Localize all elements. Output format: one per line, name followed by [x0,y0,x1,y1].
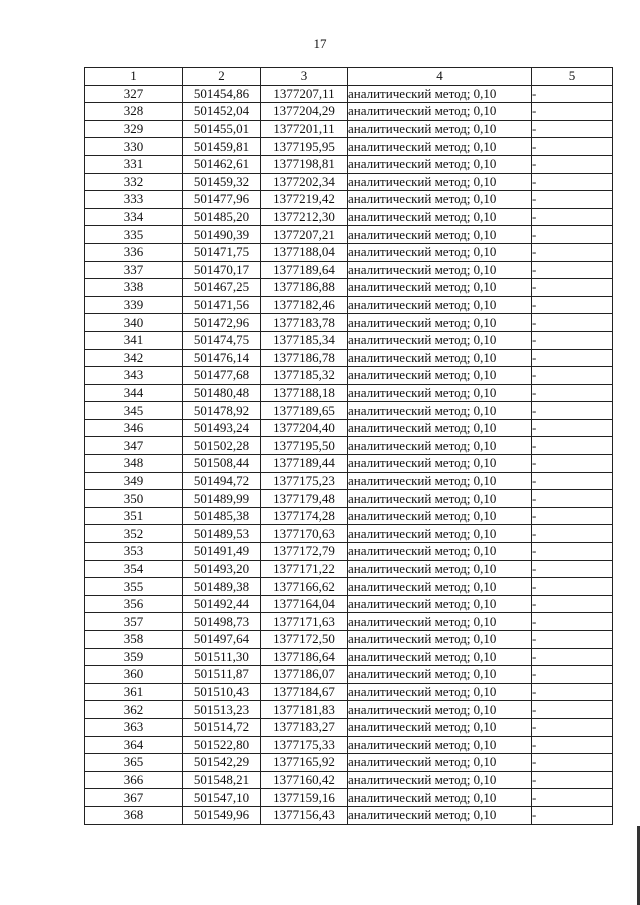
x-coordinate-cell: 501549,96 [183,806,261,824]
x-coordinate-cell: 501455,01 [183,120,261,138]
y-coordinate-cell: 1377179,48 [261,490,348,508]
point-number-cell: 354 [85,560,183,578]
note-cell: - [532,666,613,684]
table-row [85,138,613,156]
y-coordinate-cell: 1377212,30 [261,208,348,226]
y-coordinate-cell: 1377185,32 [261,367,348,385]
y-coordinate-cell: 1377156,43 [261,806,348,824]
point-number-cell: 336 [85,243,183,261]
method-accuracy-cell: аналитический метод; 0,10 [348,666,532,684]
x-coordinate-cell: 501462,61 [183,155,261,173]
y-coordinate-cell: 1377188,18 [261,384,348,402]
note-cell: - [532,543,613,561]
method-accuracy-cell: аналитический метод; 0,10 [348,173,532,191]
x-coordinate-cell: 501494,72 [183,472,261,490]
note-cell: - [532,525,613,543]
table-row [85,437,613,455]
x-coordinate-cell: 501508,44 [183,455,261,473]
x-coordinate-cell: 501489,38 [183,578,261,596]
x-coordinate-cell: 501497,64 [183,631,261,649]
note-cell: - [532,402,613,420]
point-number-cell: 360 [85,666,183,684]
table-row [85,631,613,649]
table-row [85,367,613,385]
x-coordinate-cell: 501491,49 [183,543,261,561]
method-accuracy-cell: аналитический метод; 0,10 [348,138,532,156]
y-coordinate-cell: 1377174,28 [261,507,348,525]
note-cell: - [532,120,613,138]
column-header: 4 [348,68,532,86]
x-coordinate-cell: 501480,48 [183,384,261,402]
table-row [85,191,613,209]
note-cell: - [532,367,613,385]
x-coordinate-cell: 501493,24 [183,419,261,437]
method-accuracy-cell: аналитический метод; 0,10 [348,718,532,736]
note-cell: - [532,103,613,121]
column-header: 5 [532,68,613,86]
y-coordinate-cell: 1377171,63 [261,613,348,631]
point-number-cell: 341 [85,331,183,349]
y-coordinate-cell: 1377189,64 [261,261,348,279]
point-number-cell: 338 [85,279,183,297]
point-number-cell: 362 [85,701,183,719]
method-accuracy-cell: аналитический метод; 0,10 [348,507,532,525]
table-row [85,226,613,244]
method-accuracy-cell: аналитический метод; 0,10 [348,384,532,402]
x-coordinate-cell: 501542,29 [183,754,261,772]
table-row [85,103,613,121]
y-coordinate-cell: 1377189,44 [261,455,348,473]
point-number-cell: 343 [85,367,183,385]
method-accuracy-cell: аналитический метод; 0,10 [348,683,532,701]
note-cell: - [532,560,613,578]
x-coordinate-cell: 501478,92 [183,402,261,420]
method-accuracy-cell: аналитический метод; 0,10 [348,103,532,121]
method-accuracy-cell: аналитический метод; 0,10 [348,789,532,807]
note-cell: - [532,384,613,402]
y-coordinate-cell: 1377183,27 [261,718,348,736]
table-row [85,507,613,525]
note-cell: - [532,85,613,103]
note-cell: - [532,472,613,490]
point-number-cell: 340 [85,314,183,332]
x-coordinate-cell: 501547,10 [183,789,261,807]
note-cell: - [532,419,613,437]
method-accuracy-cell: аналитический метод; 0,10 [348,771,532,789]
table-row [85,85,613,103]
point-number-cell: 361 [85,683,183,701]
method-accuracy-cell: аналитический метод; 0,10 [348,437,532,455]
table-row [85,578,613,596]
y-coordinate-cell: 1377166,62 [261,578,348,596]
table-row [85,243,613,261]
point-number-cell: 333 [85,191,183,209]
x-coordinate-cell: 501493,20 [183,560,261,578]
x-coordinate-cell: 501485,38 [183,507,261,525]
point-number-cell: 348 [85,455,183,473]
y-coordinate-cell: 1377198,81 [261,155,348,173]
method-accuracy-cell: аналитический метод; 0,10 [348,490,532,508]
x-coordinate-cell: 501548,21 [183,771,261,789]
method-accuracy-cell: аналитический метод; 0,10 [348,296,532,314]
method-accuracy-cell: аналитический метод; 0,10 [348,754,532,772]
table-row [85,789,613,807]
note-cell: - [532,736,613,754]
y-coordinate-cell: 1377201,11 [261,120,348,138]
table-row [85,173,613,191]
x-coordinate-cell: 501489,53 [183,525,261,543]
x-coordinate-cell: 501472,96 [183,314,261,332]
point-number-cell: 365 [85,754,183,772]
method-accuracy-cell: аналитический метод; 0,10 [348,243,532,261]
method-accuracy-cell: аналитический метод; 0,10 [348,279,532,297]
table-row [85,384,613,402]
point-number-cell: 364 [85,736,183,754]
point-number-cell: 332 [85,173,183,191]
note-cell: - [532,490,613,508]
note-cell: - [532,331,613,349]
table-row [85,349,613,367]
method-accuracy-cell: аналитический метод; 0,10 [348,525,532,543]
x-coordinate-cell: 501511,30 [183,648,261,666]
point-number-cell: 356 [85,595,183,613]
y-coordinate-cell: 1377186,88 [261,279,348,297]
method-accuracy-cell: аналитический метод; 0,10 [348,578,532,596]
table-row [85,771,613,789]
x-coordinate-cell: 501485,20 [183,208,261,226]
point-number-cell: 334 [85,208,183,226]
y-coordinate-cell: 1377182,46 [261,296,348,314]
note-cell: - [532,595,613,613]
table-row [85,208,613,226]
method-accuracy-cell: аналитический метод; 0,10 [348,120,532,138]
point-number-cell: 368 [85,806,183,824]
method-accuracy-cell: аналитический метод; 0,10 [348,85,532,103]
note-cell: - [532,138,613,156]
method-accuracy-cell: аналитический метод; 0,10 [348,226,532,244]
method-accuracy-cell: аналитический метод; 0,10 [348,402,532,420]
y-coordinate-cell: 1377181,83 [261,701,348,719]
method-accuracy-cell: аналитический метод; 0,10 [348,349,532,367]
x-coordinate-cell: 501476,14 [183,349,261,367]
point-number-cell: 355 [85,578,183,596]
x-coordinate-cell: 501459,81 [183,138,261,156]
y-coordinate-cell: 1377165,92 [261,754,348,772]
table-body [85,85,613,824]
table-row [85,683,613,701]
note-cell: - [532,243,613,261]
table-row [85,419,613,437]
x-coordinate-cell: 501471,56 [183,296,261,314]
point-number-cell: 357 [85,613,183,631]
point-number-cell: 327 [85,85,183,103]
method-accuracy-cell: аналитический метод; 0,10 [348,613,532,631]
x-coordinate-cell: 501452,04 [183,103,261,121]
y-coordinate-cell: 1377172,50 [261,631,348,649]
y-coordinate-cell: 1377175,33 [261,736,348,754]
x-coordinate-cell: 501477,96 [183,191,261,209]
point-number-cell: 347 [85,437,183,455]
point-number-cell: 339 [85,296,183,314]
method-accuracy-cell: аналитический метод; 0,10 [348,595,532,613]
point-number-cell: 328 [85,103,183,121]
method-accuracy-cell: аналитический метод; 0,10 [348,314,532,332]
y-coordinate-cell: 1377160,42 [261,771,348,789]
y-coordinate-cell: 1377164,04 [261,595,348,613]
table-row [85,595,613,613]
y-coordinate-cell: 1377207,11 [261,85,348,103]
y-coordinate-cell: 1377219,42 [261,191,348,209]
x-coordinate-cell: 501492,44 [183,595,261,613]
table-row [85,155,613,173]
point-number-cell: 367 [85,789,183,807]
note-cell: - [532,455,613,473]
note-cell: - [532,279,613,297]
table-row [85,754,613,772]
y-coordinate-cell: 1377185,34 [261,331,348,349]
note-cell: - [532,437,613,455]
x-coordinate-cell: 501513,23 [183,701,261,719]
table-row [85,261,613,279]
column-header: 3 [261,68,348,86]
coordinates-table [84,67,613,825]
table-row [85,701,613,719]
y-coordinate-cell: 1377204,29 [261,103,348,121]
table-row [85,314,613,332]
point-number-cell: 329 [85,120,183,138]
y-coordinate-cell: 1377186,78 [261,349,348,367]
note-cell: - [532,631,613,649]
table-row [85,120,613,138]
note-cell: - [532,349,613,367]
page-number: 17 [313,36,327,51]
x-coordinate-cell: 501498,73 [183,613,261,631]
method-accuracy-cell: аналитический метод; 0,10 [348,208,532,226]
table-row [85,279,613,297]
y-coordinate-cell: 1377172,79 [261,543,348,561]
x-coordinate-cell: 501454,86 [183,85,261,103]
y-coordinate-cell: 1377184,67 [261,683,348,701]
method-accuracy-cell: аналитический метод; 0,10 [348,560,532,578]
note-cell: - [532,507,613,525]
y-coordinate-cell: 1377188,04 [261,243,348,261]
method-accuracy-cell: аналитический метод; 0,10 [348,543,532,561]
x-coordinate-cell: 501502,28 [183,437,261,455]
note-cell: - [532,296,613,314]
x-coordinate-cell: 501459,32 [183,173,261,191]
table-row [85,648,613,666]
point-number-cell: 331 [85,155,183,173]
x-coordinate-cell: 501511,87 [183,666,261,684]
table-header-row [85,68,613,86]
note-cell: - [532,578,613,596]
y-coordinate-cell: 1377175,23 [261,472,348,490]
note-cell: - [532,701,613,719]
column-header: 2 [183,68,261,86]
note-cell: - [532,613,613,631]
method-accuracy-cell: аналитический метод; 0,10 [348,736,532,754]
table-row [85,613,613,631]
table-row [85,490,613,508]
y-coordinate-cell: 1377186,64 [261,648,348,666]
note-cell: - [532,173,613,191]
point-number-cell: 353 [85,543,183,561]
x-coordinate-cell: 501467,25 [183,279,261,297]
method-accuracy-cell: аналитический метод; 0,10 [348,155,532,173]
table-row [85,543,613,561]
point-number-cell: 366 [85,771,183,789]
table-row [85,736,613,754]
point-number-cell: 335 [85,226,183,244]
note-cell: - [532,261,613,279]
note-cell: - [532,771,613,789]
method-accuracy-cell: аналитический метод; 0,10 [348,367,532,385]
x-coordinate-cell: 501490,39 [183,226,261,244]
note-cell: - [532,314,613,332]
y-coordinate-cell: 1377195,95 [261,138,348,156]
note-cell: - [532,648,613,666]
method-accuracy-cell: аналитический метод; 0,10 [348,455,532,473]
point-number-cell: 346 [85,419,183,437]
point-number-cell: 359 [85,648,183,666]
y-coordinate-cell: 1377202,34 [261,173,348,191]
y-coordinate-cell: 1377170,63 [261,525,348,543]
x-coordinate-cell: 501471,75 [183,243,261,261]
method-accuracy-cell: аналитический метод; 0,10 [348,701,532,719]
point-number-cell: 345 [85,402,183,420]
x-coordinate-cell: 501522,80 [183,736,261,754]
note-cell: - [532,789,613,807]
table-row [85,666,613,684]
table-row [85,472,613,490]
x-coordinate-cell: 501474,75 [183,331,261,349]
column-header: 1 [85,68,183,86]
point-number-cell: 344 [85,384,183,402]
x-coordinate-cell: 501470,17 [183,261,261,279]
y-coordinate-cell: 1377171,22 [261,560,348,578]
point-number-cell: 330 [85,138,183,156]
table-row [85,525,613,543]
point-number-cell: 342 [85,349,183,367]
table-row [85,331,613,349]
note-cell: - [532,191,613,209]
method-accuracy-cell: аналитический метод; 0,10 [348,806,532,824]
point-number-cell: 349 [85,472,183,490]
y-coordinate-cell: 1377189,65 [261,402,348,420]
table-row [85,402,613,420]
y-coordinate-cell: 1377204,40 [261,419,348,437]
method-accuracy-cell: аналитический метод; 0,10 [348,191,532,209]
note-cell: - [532,155,613,173]
note-cell: - [532,718,613,736]
method-accuracy-cell: аналитический метод; 0,10 [348,631,532,649]
y-coordinate-cell: 1377195,50 [261,437,348,455]
method-accuracy-cell: аналитический метод; 0,10 [348,331,532,349]
point-number-cell: 337 [85,261,183,279]
table-row [85,718,613,736]
x-coordinate-cell: 501514,72 [183,718,261,736]
note-cell: - [532,226,613,244]
note-cell: - [532,754,613,772]
method-accuracy-cell: аналитический метод; 0,10 [348,648,532,666]
method-accuracy-cell: аналитический метод; 0,10 [348,261,532,279]
point-number-cell: 350 [85,490,183,508]
y-coordinate-cell: 1377207,21 [261,226,348,244]
y-coordinate-cell: 1377159,16 [261,789,348,807]
point-number-cell: 351 [85,507,183,525]
point-number-cell: 358 [85,631,183,649]
note-cell: - [532,683,613,701]
method-accuracy-cell: аналитический метод; 0,10 [348,472,532,490]
point-number-cell: 363 [85,718,183,736]
note-cell: - [532,208,613,226]
x-coordinate-cell: 501510,43 [183,683,261,701]
table-row [85,296,613,314]
x-coordinate-cell: 501477,68 [183,367,261,385]
note-cell: - [532,806,613,824]
x-coordinate-cell: 501489,99 [183,490,261,508]
y-coordinate-cell: 1377183,78 [261,314,348,332]
point-number-cell: 352 [85,525,183,543]
method-accuracy-cell: аналитический метод; 0,10 [348,419,532,437]
table-row [85,455,613,473]
table-row [85,806,613,824]
y-coordinate-cell: 1377186,07 [261,666,348,684]
table-row [85,560,613,578]
